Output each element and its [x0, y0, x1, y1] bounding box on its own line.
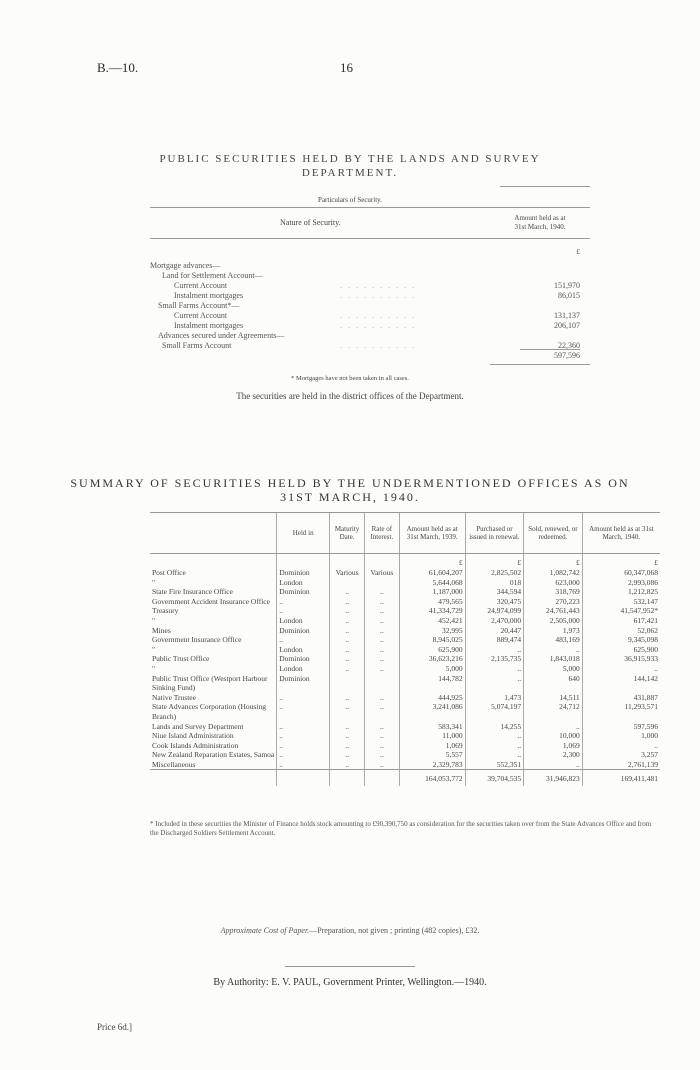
held-in-cell: London [277, 664, 330, 674]
purchased-cell: .. [465, 645, 524, 655]
summary-title-line1: SUMMARY OF SECURITIES HELD BY THE UNDERMENTIONED OFFICES AS ON [70, 476, 630, 490]
held-in-cell: .. [277, 693, 330, 703]
securities-note: The securities are held in the district offices of the Department. [236, 391, 464, 401]
sold-cell: 483,169 [524, 635, 583, 645]
purchased-cell [465, 712, 524, 722]
office-cell: Public Trust Office [152, 654, 210, 664]
rate-cell: .. [364, 635, 399, 645]
total-sold-cell: 31,946,823 [524, 770, 583, 787]
rate-cell [364, 712, 399, 722]
office-cell: Post Office [152, 568, 186, 577]
held-1940-cell: 144,142 [582, 674, 660, 684]
currency-symbol: £ [576, 248, 580, 256]
sold-cell: 14,511 [524, 693, 583, 703]
paper-cost-text: —Preparation, not given ; printing (482 copies), £32. [309, 926, 480, 935]
held-in-cell: London [277, 616, 330, 626]
rate-cell [364, 578, 399, 588]
summary-row [150, 693, 660, 703]
col-office [150, 513, 277, 554]
mortgage-row: Instalment mortgages .......... 86,015 [174, 291, 580, 300]
purchased-cell: .. [465, 664, 524, 674]
maturity-cell: .. [330, 693, 365, 703]
held-1940-cell: 3,257 [582, 750, 660, 760]
summary-row [150, 626, 660, 636]
purchased-cell: .. [465, 731, 524, 741]
office-cell: " [152, 663, 156, 673]
purchased-cell: .. [465, 674, 524, 684]
held-in-cell: Dominion [277, 587, 330, 597]
rate-cell: .. [364, 750, 399, 760]
office-cell: New Zealand Reparation Estates, Samoa [152, 750, 275, 760]
maturity-cell [330, 578, 365, 588]
maturity-cell: .. [330, 664, 365, 674]
purchased-cell: 24,974,099 [465, 606, 524, 616]
held-1940-cell: 9,345,098 [582, 635, 660, 645]
sold-cell: 1,082,742 [524, 568, 583, 578]
purchased-cell: 2,825,502 [465, 568, 524, 578]
summary-table [150, 512, 660, 786]
held-1940-cell: 36,915,933 [582, 654, 660, 664]
summary-row [150, 731, 660, 741]
currency-symbol: £ [465, 554, 524, 569]
currency-row [150, 554, 660, 569]
row-label: Land for Settlement Account— [162, 271, 263, 280]
purchased-cell: 20,447 [465, 626, 524, 636]
office-cell: Mines [152, 625, 171, 635]
purchased-cell: 552,351 [465, 760, 524, 770]
divider [285, 966, 415, 967]
row-amount: 22,360 [558, 341, 580, 350]
summary-row [150, 664, 660, 674]
rate-cell: .. [364, 587, 399, 597]
sold-cell: 5,000 [524, 664, 583, 674]
held-1939-cell: 41,334,729 [399, 606, 465, 616]
row-label: Instalment mortgages [174, 291, 244, 300]
maturity-cell: .. [330, 635, 365, 645]
total-a1939-cell: 164,053,772 [399, 770, 465, 787]
office-cell: Native Trustee [152, 692, 196, 702]
summary-row [150, 722, 660, 732]
summary-row [150, 645, 660, 655]
sold-cell: 2,300 [524, 750, 583, 760]
maturity-cell: .. [330, 626, 365, 636]
held-in-cell: Dominion [277, 626, 330, 636]
sold-cell: .. [524, 722, 583, 732]
rate-cell [364, 674, 399, 684]
sold-cell: 318,769 [524, 587, 583, 597]
purchased-cell: 320,475 [465, 597, 524, 607]
row-amount: 86,015 [558, 291, 580, 300]
empty-cell [330, 770, 365, 787]
sold-cell: 640 [524, 674, 583, 684]
held-1939-cell: 1,187,000 [399, 587, 465, 597]
held-1940-cell: 617,421 [582, 616, 660, 626]
summary-row [150, 597, 660, 607]
purchased-cell: 889,474 [465, 635, 524, 645]
maturity-cell [330, 712, 365, 722]
col-held-1939: Amount held as at 31st March, 1939. [399, 513, 465, 554]
held-in-cell: .. [277, 635, 330, 645]
purchased-cell: 2,470,000 [465, 616, 524, 626]
office-cell: Branch) [152, 711, 177, 721]
document-code: B.—10. [97, 60, 139, 75]
maturity-cell: .. [330, 741, 365, 751]
sold-cell: 24,712 [524, 702, 583, 712]
rate-cell: .. [364, 664, 399, 674]
row-label: Small Farms Account*— [158, 301, 240, 310]
col-nature-heading: Nature of Security. [280, 218, 341, 227]
rate-cell: .. [364, 654, 399, 664]
held-1940-cell [582, 683, 660, 693]
held-in-cell: London [277, 578, 330, 588]
maturity-cell: .. [330, 731, 365, 741]
col-maturity: Maturity Date. [330, 513, 365, 554]
row-amount: 206,107 [554, 321, 580, 330]
divider [500, 186, 590, 187]
empty-cell [364, 770, 399, 787]
office-cell: Government Accident Insurance Office [152, 596, 270, 606]
held-1939-cell: 61,604,207 [399, 568, 465, 578]
public-securities-title [0, 152, 700, 180]
held-1940-cell: 431,887 [582, 693, 660, 703]
authority-prefix: By Authority: [213, 977, 269, 988]
col-amount-heading [490, 214, 590, 232]
held-in-cell: .. [277, 760, 330, 770]
mortgage-footnote: * Mortgages have not been taken in all cases. [291, 375, 409, 382]
sold-cell: 2,505,000 [524, 616, 583, 626]
paper-cost-label: Approximate Cost of Paper. [220, 926, 310, 935]
summary-total-row [150, 770, 660, 787]
summary-row [150, 635, 660, 645]
col-amount-heading-line2: 31st March, 1940. [514, 223, 566, 231]
maturity-cell: .. [330, 597, 365, 607]
held-1939-cell: 5,000 [399, 664, 465, 674]
paper-cost [0, 926, 700, 935]
purchased-cell: 018 [465, 578, 524, 588]
purchased-cell: 344,594 [465, 587, 524, 597]
row-label: Mortgage advances— [150, 261, 221, 270]
office-cell: Sinking Fund) [152, 683, 196, 693]
price: Price 6d.] [97, 1022, 132, 1032]
held-1940-cell: .. [582, 664, 660, 674]
held-1939-cell: 2,329,783 [399, 760, 465, 770]
office-cell: Cook Islands Administration [152, 740, 239, 750]
rate-cell: .. [364, 760, 399, 770]
purchased-cell [465, 683, 524, 693]
maturity-cell: .. [330, 722, 365, 732]
page-number: 16 [340, 60, 353, 75]
office-cell: State Fire Insurance Office [152, 587, 233, 597]
currency-symbol: £ [524, 554, 583, 569]
maturity-cell [330, 683, 365, 693]
held-1940-cell [582, 712, 660, 722]
securities-total: 597,596 [554, 351, 580, 360]
office-cell: State Advances Corporation (Housing [152, 702, 266, 712]
col-purchased: Purchased or issued in renewal. [465, 513, 524, 554]
summary-row [150, 674, 660, 684]
held-1939-cell: 32,995 [399, 626, 465, 636]
sold-cell: 270,223 [524, 597, 583, 607]
rate-cell: .. [364, 597, 399, 607]
rate-cell: .. [364, 702, 399, 712]
held-in-cell: .. [277, 722, 330, 732]
held-1939-cell: 5,644,068 [399, 578, 465, 588]
row-amount: 131,137 [554, 311, 580, 320]
held-1940-cell: 597,596 [582, 722, 660, 732]
sold-cell: 1,973 [524, 626, 583, 636]
held-in-cell: .. [277, 741, 330, 751]
held-1939-cell: 3,241,086 [399, 702, 465, 712]
held-1940-cell: 2,993,086 [582, 578, 660, 588]
maturity-cell [330, 674, 365, 684]
held-in-cell: London [277, 645, 330, 655]
public-securities-title-line2: DEPARTMENT. [301, 167, 399, 179]
sold-cell: 623,000 [524, 578, 583, 588]
held-1939-cell: 36,623,216 [399, 654, 465, 664]
summary-row [150, 741, 660, 751]
col-held-1940: Amount held as at 31st March, 1940. [582, 513, 660, 554]
held-1940-cell: 11,293,571 [582, 702, 660, 712]
maturity-cell: .. [330, 760, 365, 770]
purchased-cell: 2,135,735 [465, 654, 524, 664]
sold-cell: .. [524, 645, 583, 655]
purchased-cell: 5,074,197 [465, 702, 524, 712]
maturity-cell: .. [330, 587, 365, 597]
total-a1940-cell: 169,411,481 [582, 770, 660, 787]
office-cell: Public Trust Office (Westport Harbour [152, 673, 268, 683]
mortgage-row: Current Account .......... 131,137 [174, 311, 580, 320]
divider [150, 238, 590, 239]
office-cell: Miscellaneous [152, 759, 196, 769]
held-in-cell [277, 712, 330, 722]
public-securities-title-line1: PUBLIC SECURITIES HELD BY THE LANDS AND SURVEY [159, 153, 541, 165]
summary-title [0, 476, 700, 504]
empty-cell [150, 770, 277, 787]
summary-row [150, 683, 660, 693]
currency-symbol: £ [582, 554, 660, 569]
maturity-cell: .. [330, 654, 365, 664]
rate-cell [364, 683, 399, 693]
maturity-cell: .. [330, 750, 365, 760]
office-cell: " [152, 644, 156, 654]
purchased-cell: .. [465, 750, 524, 760]
summary-row [150, 578, 660, 588]
maturity-cell: Various [330, 568, 365, 578]
mortgage-row: Small Farms Account .......... 22,360 [162, 341, 580, 350]
summary-title-line2: 31ST MARCH, 1940. [280, 490, 420, 504]
maturity-cell: .. [330, 606, 365, 616]
sold-cell: .. [524, 760, 583, 770]
office-cell: " [152, 615, 156, 625]
rate-cell: .. [364, 616, 399, 626]
held-in-cell: .. [277, 731, 330, 741]
held-in-cell: .. [277, 597, 330, 607]
summary-row [150, 712, 660, 722]
summary-row [150, 568, 660, 578]
mortgage-row: Current Account .......... 151,970 [174, 281, 580, 290]
summary-row [150, 606, 660, 616]
office-cell: " [152, 577, 156, 587]
held-1940-cell: 532,147 [582, 597, 660, 607]
summary-row [150, 616, 660, 626]
held-1940-cell: 2,761,139 [582, 760, 660, 770]
col-sold: Sold, renewed, or redeemed. [524, 513, 583, 554]
divider [520, 349, 580, 350]
summary-row [150, 750, 660, 760]
row-label: Instalment mortgages [174, 321, 244, 330]
sold-cell: 24,761,443 [524, 606, 583, 616]
authority-text: E. V. PAUL, Government Printer, Wellington.—1940. [271, 977, 487, 988]
row-label: Current Account [174, 281, 228, 290]
row-label: Advances secured under Agreements— [158, 331, 285, 340]
held-in-cell: Dominion [277, 654, 330, 664]
maturity-cell: .. [330, 616, 365, 626]
sold-cell [524, 683, 583, 693]
held-1939-cell: 1,069 [399, 741, 465, 751]
summary-row [150, 702, 660, 712]
purchased-cell: 14,255 [465, 722, 524, 732]
held-1939-cell: 479,565 [399, 597, 465, 607]
rate-cell: .. [364, 741, 399, 751]
rate-cell: .. [364, 722, 399, 732]
held-1939-cell: 452,421 [399, 616, 465, 626]
col-rate: Rate of Interest. [364, 513, 399, 554]
row-label: Current Account [174, 311, 228, 320]
rate-cell: .. [364, 693, 399, 703]
held-1939-cell: 144,782 [399, 674, 465, 684]
purchased-cell: .. [465, 741, 524, 751]
held-in-cell: .. [277, 750, 330, 760]
held-1939-cell: 625,900 [399, 645, 465, 655]
summary-footnote: * Included in these securities the Minister of Finance holds stock amounting to £90,390,750 as consideration for the securities taken over from the State Advances Office and from the Discharged Soldiers Settlement Account. [150, 820, 652, 837]
held-1939-cell: 8,945,025 [399, 635, 465, 645]
rate-cell: .. [364, 731, 399, 741]
divider [490, 364, 590, 365]
rate-cell: .. [364, 606, 399, 616]
held-1940-cell: 41,547,952* [582, 606, 660, 616]
office-cell: Treasury [152, 606, 179, 616]
col-amount-heading-line1: Amount held as at [514, 214, 566, 222]
sold-cell: 1,069 [524, 741, 583, 751]
held-1939-cell [399, 712, 465, 722]
held-1939-cell [399, 683, 465, 693]
held-in-cell: .. [277, 606, 330, 616]
summary-row [150, 587, 660, 597]
held-1940-cell: 1,000 [582, 731, 660, 741]
office-cell: Niue Island Administration [152, 731, 234, 741]
summary-row [150, 654, 660, 664]
held-1939-cell: 5,557 [399, 750, 465, 760]
row-amount: 151,970 [554, 281, 580, 290]
divider [150, 207, 590, 208]
held-in-cell: Dominion [277, 674, 330, 684]
held-1939-cell: 583,341 [399, 722, 465, 732]
empty-cell [277, 770, 330, 787]
held-1939-cell: 11,000 [399, 731, 465, 741]
held-in-cell: .. [277, 702, 330, 712]
sold-cell [524, 712, 583, 722]
held-1940-cell: .. [582, 741, 660, 751]
rate-cell: .. [364, 645, 399, 655]
maturity-cell: .. [330, 645, 365, 655]
row-label: Small Farms Account [162, 341, 232, 350]
held-1940-cell: 1,212,825 [582, 587, 660, 597]
rate-cell: Various [364, 568, 399, 578]
summary-header-row [150, 513, 660, 554]
currency-symbol: £ [399, 554, 465, 569]
held-in-cell [277, 683, 330, 693]
summary-row [150, 760, 660, 770]
held-1940-cell: 52,062 [582, 626, 660, 636]
total-purchased-cell: 39,704,535 [465, 770, 524, 787]
maturity-cell: .. [330, 702, 365, 712]
office-cell: Government Insurance Office [152, 635, 242, 645]
held-1940-cell: 625,900 [582, 645, 660, 655]
held-in-cell: Dominion [277, 568, 330, 578]
printer-authority [0, 977, 700, 988]
held-1940-cell: 60,347,068 [582, 568, 660, 578]
col-held-in: Held in [277, 513, 330, 554]
rate-cell: .. [364, 626, 399, 636]
purchased-cell: 1,473 [465, 693, 524, 703]
held-1939-cell: 444,925 [399, 693, 465, 703]
sold-cell: 10,000 [524, 731, 583, 741]
mortgage-row: Instalment mortgages .......... 206,107 [174, 321, 580, 330]
particulars-subheading: Particulars of Security. [318, 196, 382, 204]
sold-cell: 1,843,018 [524, 654, 583, 664]
office-cell: Lands and Survey Department [152, 721, 244, 731]
